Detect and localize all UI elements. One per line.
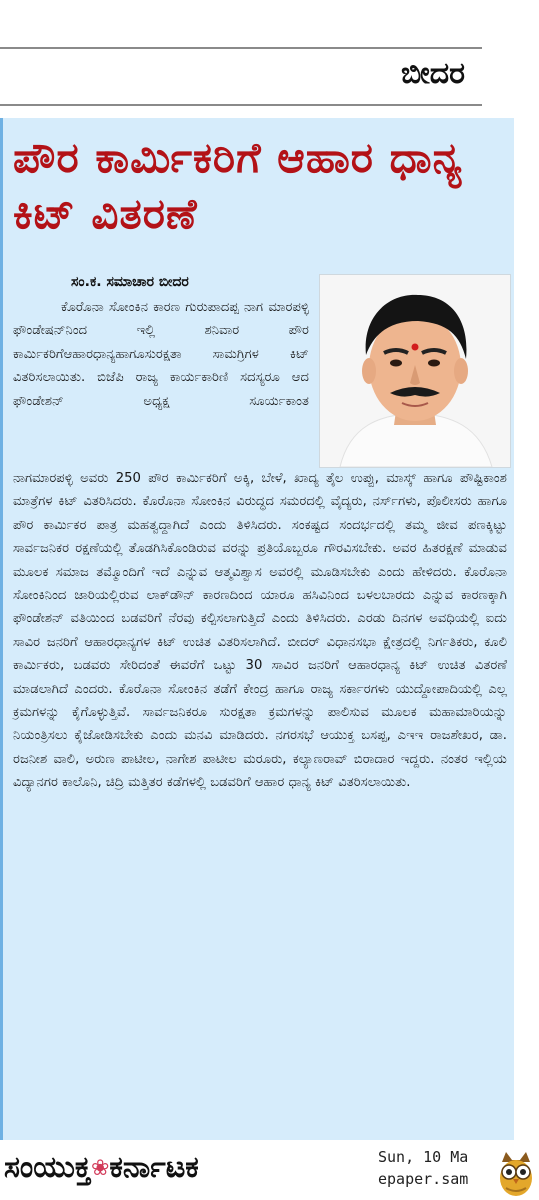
owl-icon [496,1148,536,1198]
byline: ಸಂ.ಕ. ಸಮಾಚಾರ ಬೀದರ [71,274,189,290]
epaper-stamp [378,1146,468,1190]
section-label: ಬೀದರ [400,56,465,91]
brand-logo [4,1150,199,1185]
brand-left: ಸಂಯುಕ್ತ [4,1150,91,1185]
article-body-intro-text: ಕೊರೊನಾ ಸೋಂಕಿನ ಕಾರಣ ಗುರುಪಾದಪ್ಪ ನಾಗ ಮಾರಪಳ್ಳಿ ಫೌಂಡೇಷನ್‌ನಿಂದ ಇಲ್ಲಿ ಶನಿವಾರ ಪೌರ ಕಾರ್ಮಿಕರಿಗೆಆಹಾರಧಾನ್ಯಹಾಗೂಸುರಕ್ಷತಾ ಸಾಮಗ್ರಿಗಳ ಕಿಟ್ ವಿತರಿಸಲಾಯಿತು. ಬಿಜೆಪಿ ರಾಜ್ಯ ಕಾರ್ಯಕಾರಿಣಿ ಸದಸ್ಯರೂ ಆದ ಫೌಂಡೇಶನ್ ಅಧ್ಯಕ್ಷ ಸೂರ್ಯಕಾಂತ [13,300,309,409]
article-body-intro [13,296,309,413]
portrait-photo [319,274,511,468]
top-rule [0,47,482,49]
brand-right: ಕರ್ನಾಟಕ [109,1150,199,1185]
section-rule [0,104,482,106]
headline: ಪೌರ ಕಾರ್ಮಿಕರಿಗೆ ಆಹಾರ ಧಾನ್ಯ ಕಿಟ್ ವಿತರಣೆ [13,133,463,238]
site-line: epaper.sam [378,1170,469,1188]
masthead-footer [0,1146,539,1200]
article-box [0,118,514,1140]
portrait-image [320,275,510,467]
date-line: Sun, 10 Ma [378,1148,469,1166]
article-body: ನಾಗಮಾರಪಳ್ಳಿ ಅವರು 250 ಪೌರ ಕಾರ್ಮಿಕರಿಗೆ ಅಕ್ಕಿ, ಬೇಳೆ, ಖಾದ್ಯ ತೈಲ ಉಪ್ಪು, ಮಾಸ್ಕ್ ಹಾಗೂ ಪೌಷ್ಟಿಕಾಂಶ ಮಾತ್ರೆಗಳ ಕಿಟ್ ವಿತರಿಸಿದರು. ಕೊರೊನಾ ಸೋಂಕಿನ ವಿರುದ್ಧದ ಸಮರದಲ್ಲಿ ವೈದ್ಯರು, ನರ್ಸ್‌ಗಳು, ಪೊಲೀಸರು ಹಾಗೂ ಪೌರ ಕಾರ್ಮಿಕರ ಪಾತ್ರ ಮಹತ್ವದ್ದಾಗಿದೆ ಎಂದು ತಿಳಿಸಿದರು. ಸಂಕಷ್ಟದ ಸಂದರ್ಭದಲ್ಲಿ ತಮ್ಮ ಜೀವ ಪಣಕ್ಕಿಟ್ಟು ಸಾರ್ವಜನಿಕರ ರಕ್ಷಣೆಯಲ್ಲಿ ತೊಡಗಿಸಿಕೊಂಡಿರುವ ವರನ್ನು ಪ್ರತಿಯೊಬ್ಬರೂ ಗೌರವಿಸಬೇಕು. ಅವರ ಹಿತರಕ್ಷಣೆ ಮಾಡುವ ಮೂಲಕ ಸಮಾಜ ತಮ್ಮೊಂದಿಗೆ ಇದೆ ಎನ್ನುವ ಆತ್ಮವಿಶ್ವಾಸ ಅವರಲ್ಲಿ ಮೂಡಿಸಬೇಕು ಎಂದು ಹೇಳಿದರು. ಕೊರೊನಾ ಸೋಂಕಿನಿಂದ ಜಾರಿಯಲ್ಲಿರುವ ಲಾಕ್‌ಡೌನ್ ಕಾರಣದಿಂದ ಯಾರೂ ಹಸಿವಿನಿಂದ ಬಳಲಬಾರದು ಎನ್ನುವ ಕಾರಣಕ್ಕಾಗಿ ಫೌಂಡೇಶನ್ ವತಿಯಿಂದ ಬಡವರಿಗೆ ನೆರವು ಕಲ್ಪಿಸಲಾಗುತ್ತಿದೆ ಎಂದು ತಿಳಿಸಿದರು. ಎರಡು ದಿನಗಳ ಅವಧಿಯಲ್ಲಿ ಐದು ಸಾವಿರ ಜನರಿಗೆ ಆಹಾರಧಾನ್ಯಗಳ ಕಿಟ್ ಉಚಿತ ವಿತರಿಸಲಾಗಿದೆ. ಬೀದರ್ ವಿಧಾನಸಭಾ ಕ್ಷೇತ್ರದಲ್ಲಿ ನಿರ್ಗತಿಕರು, ಕೂಲಿ ಕಾರ್ಮಿಕರು, ಬಡವರು ಸೇರಿದಂತೆ ಈವರೆಗೆ ಒಟ್ಟು 30 ಸಾವಿರ ಜನರಿಗೆ ಆಹಾರಧಾನ್ಯ ಕಿಟ್ ಉಚಿತ ವಿತರಣೆ ಮಾಡಲಾಗಿದೆ ಎಂದರು. ಕೊರೊನಾ ಸೋಂಕಿನ ತಡೆಗೆ ಕೇಂದ್ರ ಹಾಗೂ ರಾಜ್ಯ ಸರ್ಕಾರಗಳು ಯುದ್ದೋಪಾದಿಯಲ್ಲಿ ಎಲ್ಲ ಕ್ರಮಗಳನ್ನು ಕೈಗೊಳ್ಳುತ್ತಿವೆ. ಸಾರ್ವಜನಿಕರೂ ಸುರಕ್ಷತಾ ಕ್ರಮಗಳನ್ನು ಪಾಲಿಸುವ ಮೂಲಕ ಮಹಾಮಾರಿಯನ್ನು ನಿಯಂತ್ರಿಸಲು ಕೈಜೋಡಿಸಬೇಕು ಎಂದು ಮನವಿ ಮಾಡಿದರು. ನಗರಸಭೆ ಆಯುಕ್ತ ಬಸಪ್ಪ, ಎಇಇ ರಾಜಶೇಖರ, ಡಾ. ರಜನೀಶ ವಾಲಿ, ಅರುಣ ಪಾಟೀಲ, ನಾಗೇಶ ಪಾಟೀಲ ಮರೂರು, ಕಲ್ಯಾಣರಾವ್ ಬಿರಾದಾರ ಇದ್ದರು. ನಂತರ ಇಲ್ಲಿಯ ವಿದ್ಯಾನಗರ ಕಾಲೊನಿ, ಚಿದ್ರಿ ಮತ್ತಿತರ ಕಡೆಗಳಲ್ಲಿ ಬಡವರಿಗೆ ಆಹಾರ ಧಾನ್ಯ ಕಿಟ್ ವಿತರಿಸಲಾಯಿತು. [13,471,507,791]
lotus-icon: ❀ [90,1156,110,1181]
